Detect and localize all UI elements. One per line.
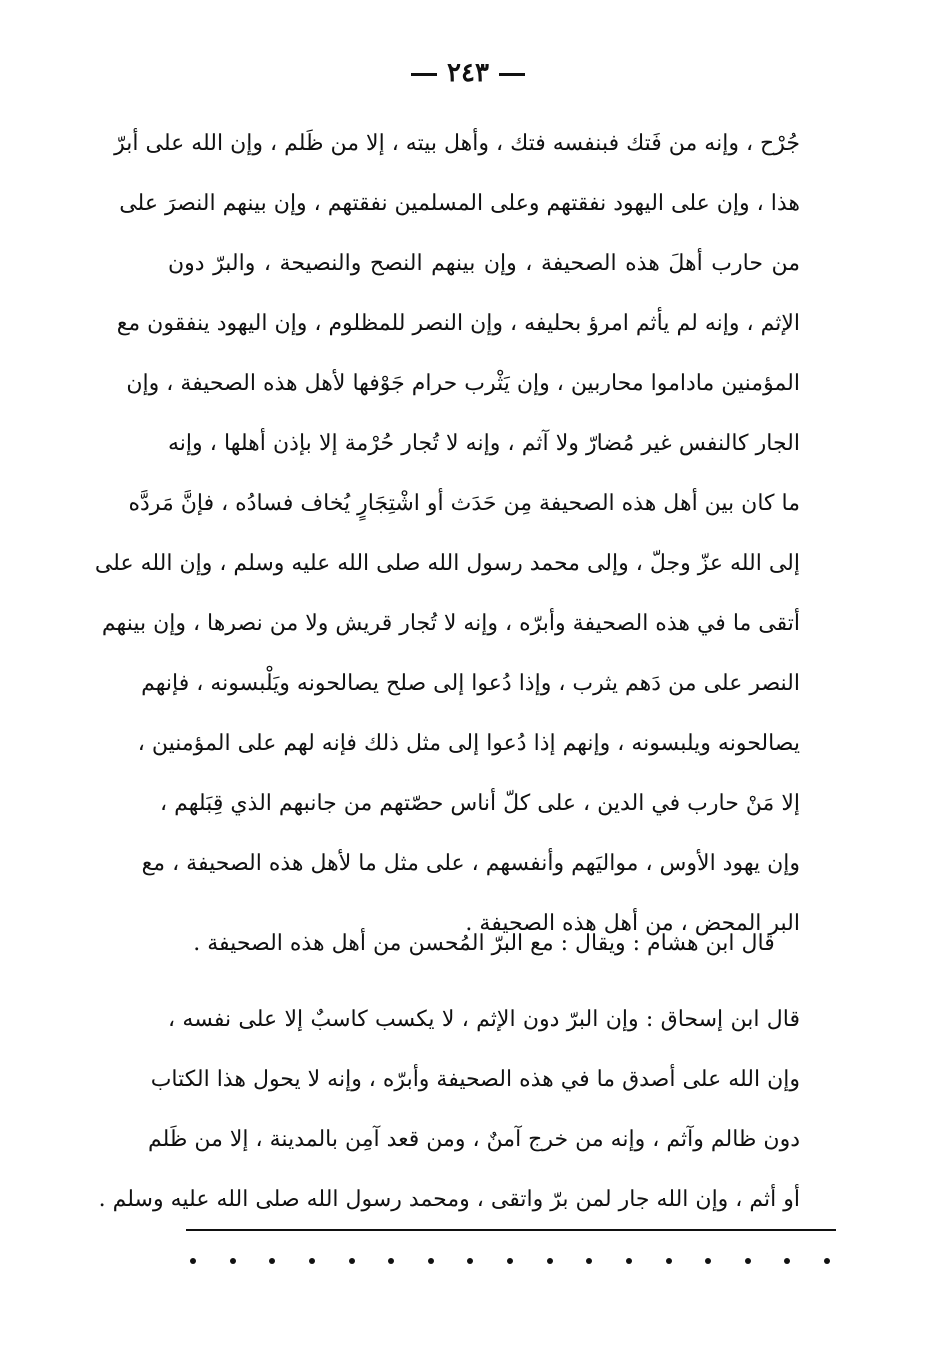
paragraph-treaty-text xyxy=(94,114,800,954)
paragraph-ibn-hisham-note xyxy=(168,914,800,974)
text-line: البر المحض ، من أهل هذه الصحيفة . xyxy=(465,911,800,936)
page-number-dash-left xyxy=(411,73,437,76)
ornament-dot xyxy=(547,1258,553,1264)
text-line: النصر على من دَهم يثرب ، وإذا دُعوا إلى صلح يصالحونه ويَلْبسونه ، فإنهم xyxy=(141,671,800,696)
ornament-dot xyxy=(784,1258,790,1264)
ornament-dot xyxy=(586,1258,592,1264)
text-line: من حارب أهلَ هذه الصحيفة ، وإن بينهم النصح والنصيحة ، والبرّ دون xyxy=(168,251,800,276)
text-line: يصالحونه ويلبسونه ، وإنهم إذا دُعوا إلى مثل ذلك فإنه لهم على المؤمنين ، xyxy=(137,731,800,756)
ornament-dot xyxy=(745,1258,751,1264)
text-line: دون ظالم وآثم ، وإنه من خرج آمنٌ ، ومن قعد آمِن بالمدينة ، إلا من ظَلم xyxy=(147,1127,800,1152)
text-line: ما كان بين أهل هذه الصحيفة مِن حَدَث أو اشْتِجَارٍ يُخاف فسادُه ، فإنَّ مَردَّه xyxy=(128,491,800,516)
text-line: وإن يهود الأوس ، مواليَهم وأنفسهم ، على مثل ما لأهل هذه الصحيفة ، مع xyxy=(141,851,800,876)
text-line: المؤمنين ماداموا محاربين ، وإن يَثْرب حرام جَوْفها لأهل هذه الصحيفة ، وإن xyxy=(126,371,800,396)
ornament-dot xyxy=(349,1258,355,1264)
text-line: إلى الله عزّ وجلّ ، وإلى محمد رسول الله صلى الله عليه وسلم ، وإن الله على xyxy=(94,551,800,576)
ornament-dot xyxy=(388,1258,394,1264)
text-line: الجار كالنفس غير مُضارّ ولا آثم ، وإنه لا تُجار حُرْمة إلا بإذن أهلها ، وإنه xyxy=(168,431,800,456)
ornament-dot xyxy=(666,1258,672,1264)
text-line: إلا مَنْ حارب في الدين ، على كلّ أناس حصّتهم من جانبهم الذي قِبَلهم ، xyxy=(160,791,800,816)
text-line: أو أثم ، وإن الله جار لمن برّ واتقى ، ومحمد رسول الله صلى الله عليه وسلم . xyxy=(98,1187,800,1212)
page-number-header xyxy=(0,58,936,88)
page-number: ٢٤٣ xyxy=(447,58,489,88)
ornament-dot xyxy=(507,1258,513,1264)
text-line: قال ابن إسحاق : وإن البرّ دون الإثم ، لا يكسب كاسبٌ إلا على نفسه ، xyxy=(168,1007,800,1032)
ornament-dot xyxy=(467,1258,473,1264)
ornament-dot xyxy=(428,1258,434,1264)
ornament-dot xyxy=(705,1258,711,1264)
paragraph-ibn-ishaq-text xyxy=(98,990,800,1230)
text-line: الإثم ، وإنه لم يأثم امرؤ بحليفه ، وإن النصر للمظلوم ، وإن اليهود ينفقون مع xyxy=(116,311,800,336)
text-line: جُرْح ، وإنه من فَتك فبنفسه فتك ، وأهل بيته ، إلا من ظَلم ، وإن الله على أبرّ xyxy=(114,131,800,156)
text-line: وإن الله على أصدق ما في هذه الصحيفة وأبرّه ، وإنه لا يحول هذا الكتاب xyxy=(150,1067,800,1092)
text-line: أتقى ما في هذه الصحيفة وأبرّه ، وإنه لا تُجار قريش ولا من نصرها ، وإن بينهم xyxy=(101,611,800,636)
section-divider-rule xyxy=(186,1229,836,1231)
text-line: قال ابن هشام : ويقال : مع البرّ المُحسن من أهل هذه الصحيفة . xyxy=(193,931,775,956)
ornament-dot xyxy=(824,1258,830,1264)
ornament-dot xyxy=(230,1258,236,1264)
page-number-dash-right xyxy=(499,73,525,76)
ornament-dot xyxy=(626,1258,632,1264)
ornamental-dot-row xyxy=(190,1258,830,1270)
ornament-dot xyxy=(269,1258,275,1264)
ornament-dot xyxy=(309,1258,315,1264)
ornament-dot xyxy=(190,1258,196,1264)
text-line: هذا ، وإن على اليهود نفقتهم وعلى المسلمين نفقتهم ، وإن بينهم النصرَ على xyxy=(119,191,800,216)
